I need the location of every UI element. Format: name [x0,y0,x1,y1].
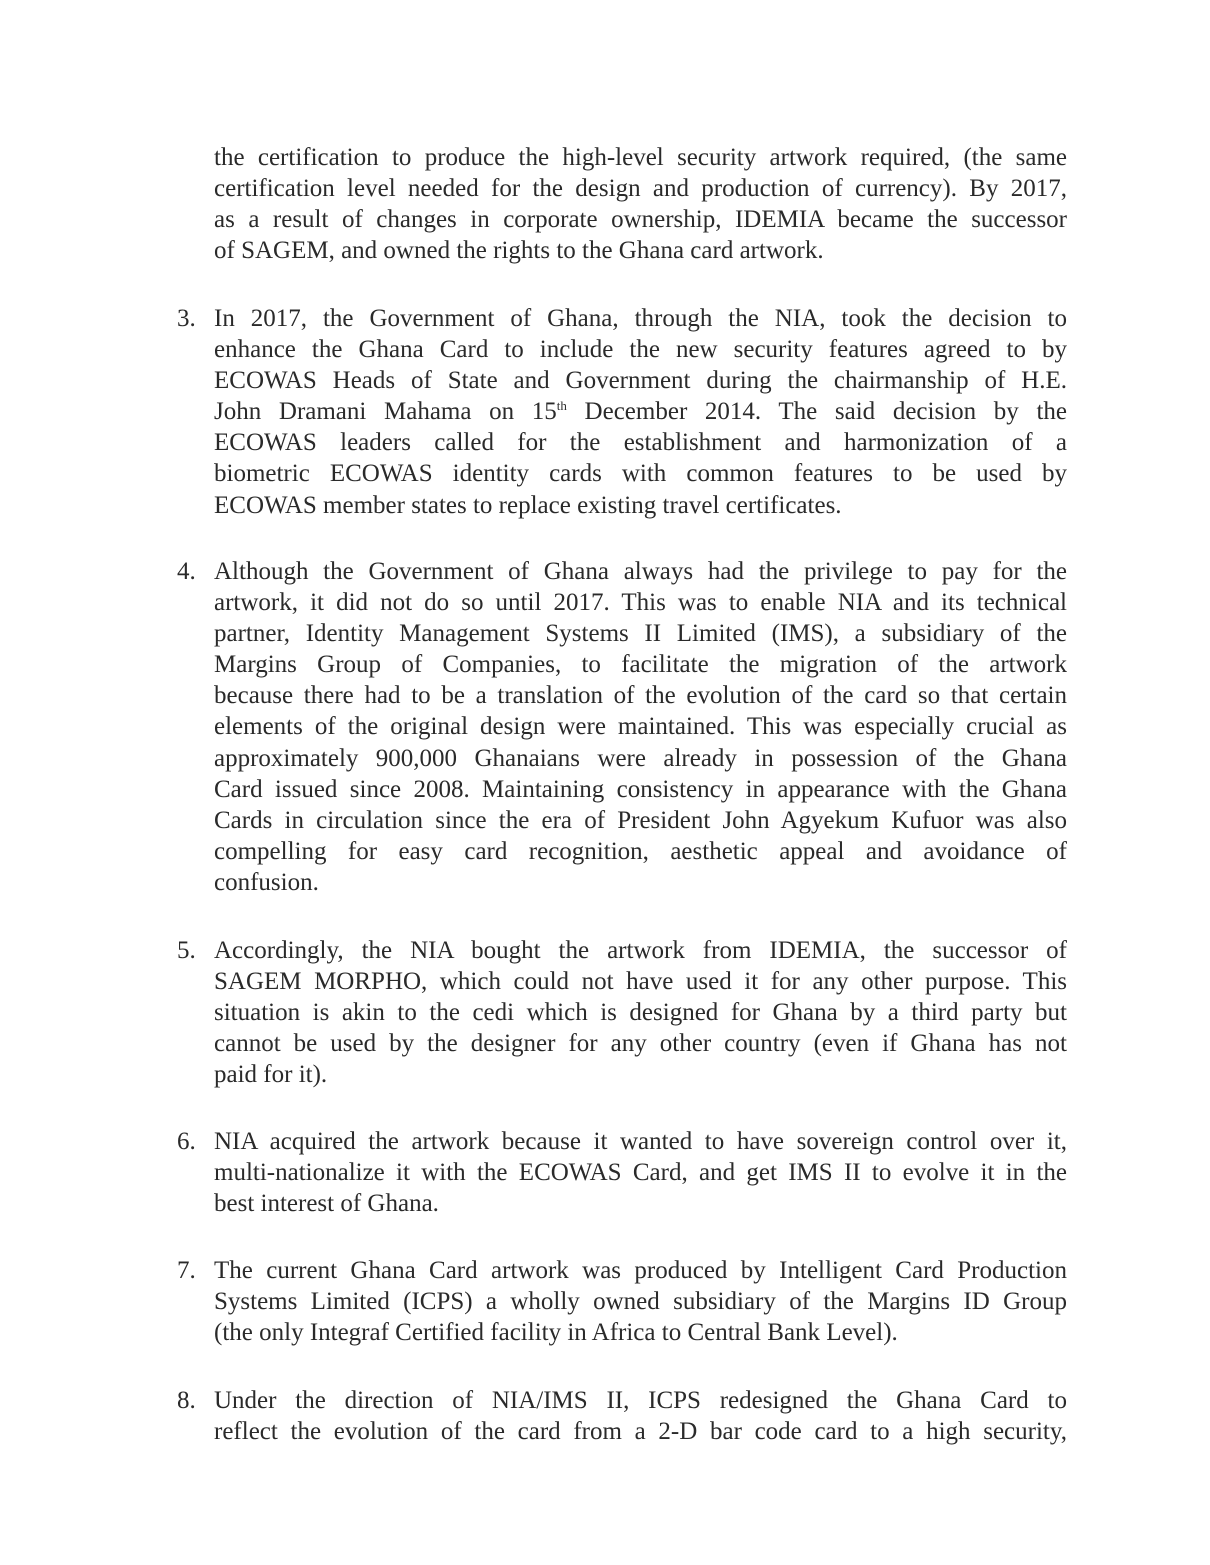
text-line: approximately 900,000 Ghanaians were already in possession of the Ghana [214,744,1067,772]
document-page: the certification to produce the high-level security artwork required, (the same certification level needed for the design and production of currency). By 2017, as a result of changes in corporate ownership, IDEMIA became the successor of SAGEM, and owned the rights to the Ghana card artwork. 3. In 2017, the Government of Ghana, through the NIA, took the decision to enhance the Ghana Card to include the new security features agreed to by ECOWAS Heads of State and Government during the chairmanship of H.E. John Dramani Mahama on 15th December 2014. The said decision by the ECOWAS leaders called for the establishment and harmonization of a biometric ECOWAS identity cards with common features to be used by ECOWAS member states to replace existing travel certificates. 4. Although the Government of Ghana always had the privilege to pay for the artwork, it did not do so until 2017. This was to enable NIA and its technical partner, Identity Management Systems II Limited (IMS), a subsidiary of the Margins Group of Companies, to facilitate the migration of the artwork because there had to be a translation of the evolution of the card so that certain elements of the original design were maintained. This was especially crucial as approximately 900,000 Ghanaians were already in possession of the Ghana Card issued since 2008. Maintaining consistency in appearance with the Ghana Cards in circulation since the era of President John Agyekum Kufuor was also compelling for easy card recognition, aesthetic appeal and avoidance of confusion. 5. Accordingly, the NIA bought the artwork from IDEMIA, the successor of SAGEM MORPHO, which could not have used it for any other purpose. This situation is akin to the cedi which is designed for Ghana by a third party but cannot be used by the designer for any other country (even if Ghana has not paid for it). 6. NIA acquired the artwork because it wanted to have sovereign control over it, multi-nationalize it with the ECOWAS Card, and get IMS II to evolve it in the best interest of Ghana. 7. The current Ghana Card artwork was produced by Intelligent Card Production Systems Limited (ICPS) a wholly owned subsidiary of the Margins ID Group (the only Integraf Certified facility in Africa to Central Bank Level). 8. Under the direction of NIA/IMS II, ICPS redesigned the Ghana Card to reflect the evolution of the card from a 2-D bar code card to a high security, [0,0,1210,1565]
text-line: Card issued since 2008. Maintaining consistency in appearance with the Ghana [214,775,1067,803]
text-line: NIA acquired the artwork because it wanted to have sovereign control over it, [214,1128,1067,1155]
list-item-8 [214,1385,1067,1447]
text-line: Under the direction of NIA/IMS II, ICPS redesigned the Ghana Card to [214,1387,1067,1414]
text-line: cannot be used by the designer for any other country (even if Ghana has not [214,1030,1067,1058]
list-item-3 [214,303,1067,521]
ordinal-superscript: th [556,398,567,414]
text-line: biometric ECOWAS identity cards with common features to be used by [214,460,1067,488]
text-line: partner, Identity Management Systems II Limited (IMS), a subsidiary of the [214,620,1067,648]
intro-paragraph [214,142,1067,266]
list-item-7 [214,1255,1067,1348]
list-item-5 [214,935,1067,1090]
list-item-4 [214,556,1067,898]
text-line: the certification to produce the high-level security artwork required, (the same [214,144,1067,171]
text-line: because there had to be a translation of the evolution of the card so that certain [214,682,1067,710]
text-line: paid for it). [214,1061,328,1089]
text-line: elements of the original design were maintained. This was especially crucial as [214,713,1067,741]
text-line: SAGEM MORPHO, which could not have used it for any other purpose. This [214,968,1067,996]
text-line: Although the Government of Ghana always had the privilege to pay for the [214,558,1067,585]
text-line: certification level needed for the design and production of currency). By 2017, [214,175,1067,203]
text-line: (the only Integraf Certified facility in Africa to Central Bank Level). [214,1319,898,1347]
text-line: enhance the Ghana Card to include the new security features agreed to by [214,336,1067,364]
text-line: of SAGEM, and owned the rights to the Ghana card artwork. [214,237,824,265]
text-line: multi-nationalize it with the ECOWAS Card, and get IMS II to evolve it in the [214,1159,1067,1187]
text-line: compelling for easy card recognition, aesthetic appeal and avoidance of [214,837,1067,865]
text-line: Cards in circulation since the era of President John Agyekum Kufuor was also [214,806,1067,834]
text-line: Systems Limited (ICPS) a wholly owned subsidiary of the Margins ID Group [214,1288,1067,1316]
text-line-with-superscript [214,396,1067,427]
text-line: Margins Group of Companies, to facilitate the migration of the artwork [214,651,1067,679]
text-line: confusion. [214,868,319,896]
text-line: In 2017, the Government of Ghana, through the NIA, took the decision to [214,305,1067,332]
text-line: best interest of Ghana. [214,1190,439,1218]
text-line: Accordingly, the NIA bought the artwork from IDEMIA, the successor of [214,937,1067,964]
text-line: as a result of changes in corporate ownership, IDEMIA became the successor [214,206,1067,234]
text-line: The current Ghana Card artwork was produced by Intelligent Card Production [214,1257,1067,1284]
list-item-6 [214,1126,1067,1219]
text-line: ECOWAS Heads of State and Government during the chairmanship of H.E. [214,367,1067,395]
text-line: artwork, it did not do so until 2017. This was to enable NIA and its technical [214,589,1067,617]
text-line: ECOWAS leaders called for the establishment and harmonization of a [214,429,1067,457]
text-segment: December 2014. The said decision by the [566,398,1067,426]
text-segment: John Dramani Mahama on 15 [214,398,557,426]
text-line: situation is akin to the cedi which is designed for Ghana by a third party but [214,999,1067,1027]
text-line: reflect the evolution of the card from a 2-D bar code card to a high security, [214,1418,1067,1446]
text-line: ECOWAS member states to replace existing travel certificates. [214,491,842,519]
